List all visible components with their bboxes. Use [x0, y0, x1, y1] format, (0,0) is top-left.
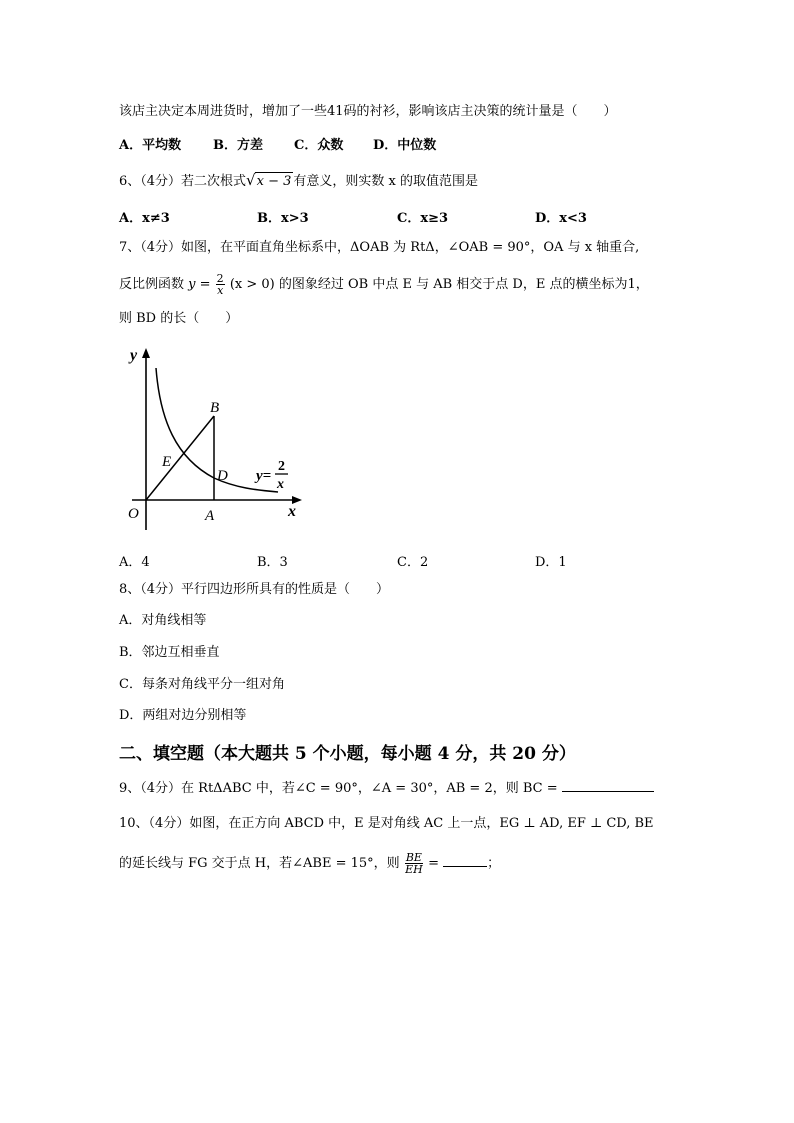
q5-option-c: C．众数: [294, 138, 344, 153]
q7-figure: [116, 340, 316, 540]
q9-stem: [119, 780, 654, 798]
q7-line2-b: (x > 0) 的图象经过 OB 中点 E 与 AB 相交于点 D，E 点的横坐标为1，: [229, 277, 649, 292]
q8-option-b: B．邻边互相垂直: [119, 645, 220, 660]
q8-option-a: A．对角线相等: [119, 613, 207, 628]
q7-func-fraction: [216, 273, 225, 296]
q9-answer-blank[interactable]: [562, 791, 654, 792]
q5-stem: 该店主决定本周进货时，增加了一些41码的衬衫，影响该店主决策的统计量是（ ）: [119, 104, 617, 119]
q7-option-d: D．1: [535, 555, 567, 570]
q6-option-c: C．x≥3: [397, 211, 449, 226]
q10-equals: =: [428, 856, 439, 871]
q10-frac-den: EH: [405, 863, 423, 876]
q8-option-c: C．每条对角线平分一组对角: [119, 677, 285, 692]
q7-option-a: A．4: [119, 555, 150, 570]
q7-line2: [119, 273, 649, 296]
q10-line2: [119, 852, 500, 875]
q7-line3: 则 BD 的长（ ）: [119, 311, 239, 326]
q6-option-a: A．x≠3: [119, 211, 170, 226]
q9-text: 9、（4分）在 RtΔABC 中，若∠C = 90°，∠A = 30°，AB = 2，则 BC =: [119, 781, 558, 796]
q7-line1: 7、（4分）如图，在平面直角坐标系中，ΔOAB 为 RtΔ，∠OAB = 90°，OA 与 x 轴重合,: [119, 240, 640, 255]
q10-fraction: [405, 852, 423, 875]
q8-option-d: D．两组对边分别相等: [119, 708, 247, 723]
q6-option-b: B．x>3: [257, 211, 309, 226]
q6-stem: 6、（4分）若二次根式√x − 3 有意义，则实数 x 的取值范围是: [119, 171, 478, 189]
label-b: B: [210, 400, 220, 416]
section-heading: 二、填空题（本大题共 5 个小题，每小题 4 分，共 20 分）: [119, 744, 576, 764]
label-a: A: [205, 508, 215, 524]
q8-stem: 8、（4分）平行四边形所具有的性质是（ ）: [119, 582, 390, 597]
q7-func-den: x: [217, 284, 224, 297]
label-d: D: [217, 468, 228, 484]
q7-line2-a: 反比例函数: [119, 277, 185, 292]
label-e: E: [162, 454, 172, 470]
q6-suffix: 有意义，则实数 x 的取值范围是: [293, 174, 478, 189]
q5-option-a: A．平均数: [119, 138, 182, 153]
q10-line1: 10、（4分）如图，在正方向 ABCD 中，E 是对角线 AC 上一点，EG ⊥ AD, EF ⊥ CD, BE: [119, 816, 654, 831]
q6-option-d: D．x<3: [535, 211, 587, 226]
q10-line2-end: ；: [487, 856, 501, 871]
q7-option-b: B．3: [257, 555, 288, 570]
func-label-num: 2: [278, 459, 285, 474]
q7-func: y =: [188, 277, 211, 292]
q6-radicand: x − 3: [256, 174, 292, 189]
q10-frac-num: BE: [405, 851, 422, 864]
q5-option-b: B．方差: [213, 138, 263, 153]
q10-line2-a: 的延长线与 FG 交于点 H，若∠ABE = 15°，则: [119, 856, 400, 871]
q5-option-d: D．中位数: [373, 138, 437, 153]
func-label-den: x: [277, 477, 284, 492]
q10-answer-blank[interactable]: [443, 866, 487, 867]
q7-option-c: C．2: [397, 555, 429, 570]
label-o: O: [128, 506, 139, 522]
q7-func-num: 2: [216, 272, 224, 285]
label-y: y: [130, 347, 138, 364]
segment-ob: [146, 416, 214, 500]
y-axis-arrow-icon: [142, 348, 150, 358]
label-x: x: [288, 503, 296, 520]
func-label: y=: [256, 468, 272, 484]
q6-prefix: 6、（4分）若二次根式: [119, 174, 247, 189]
